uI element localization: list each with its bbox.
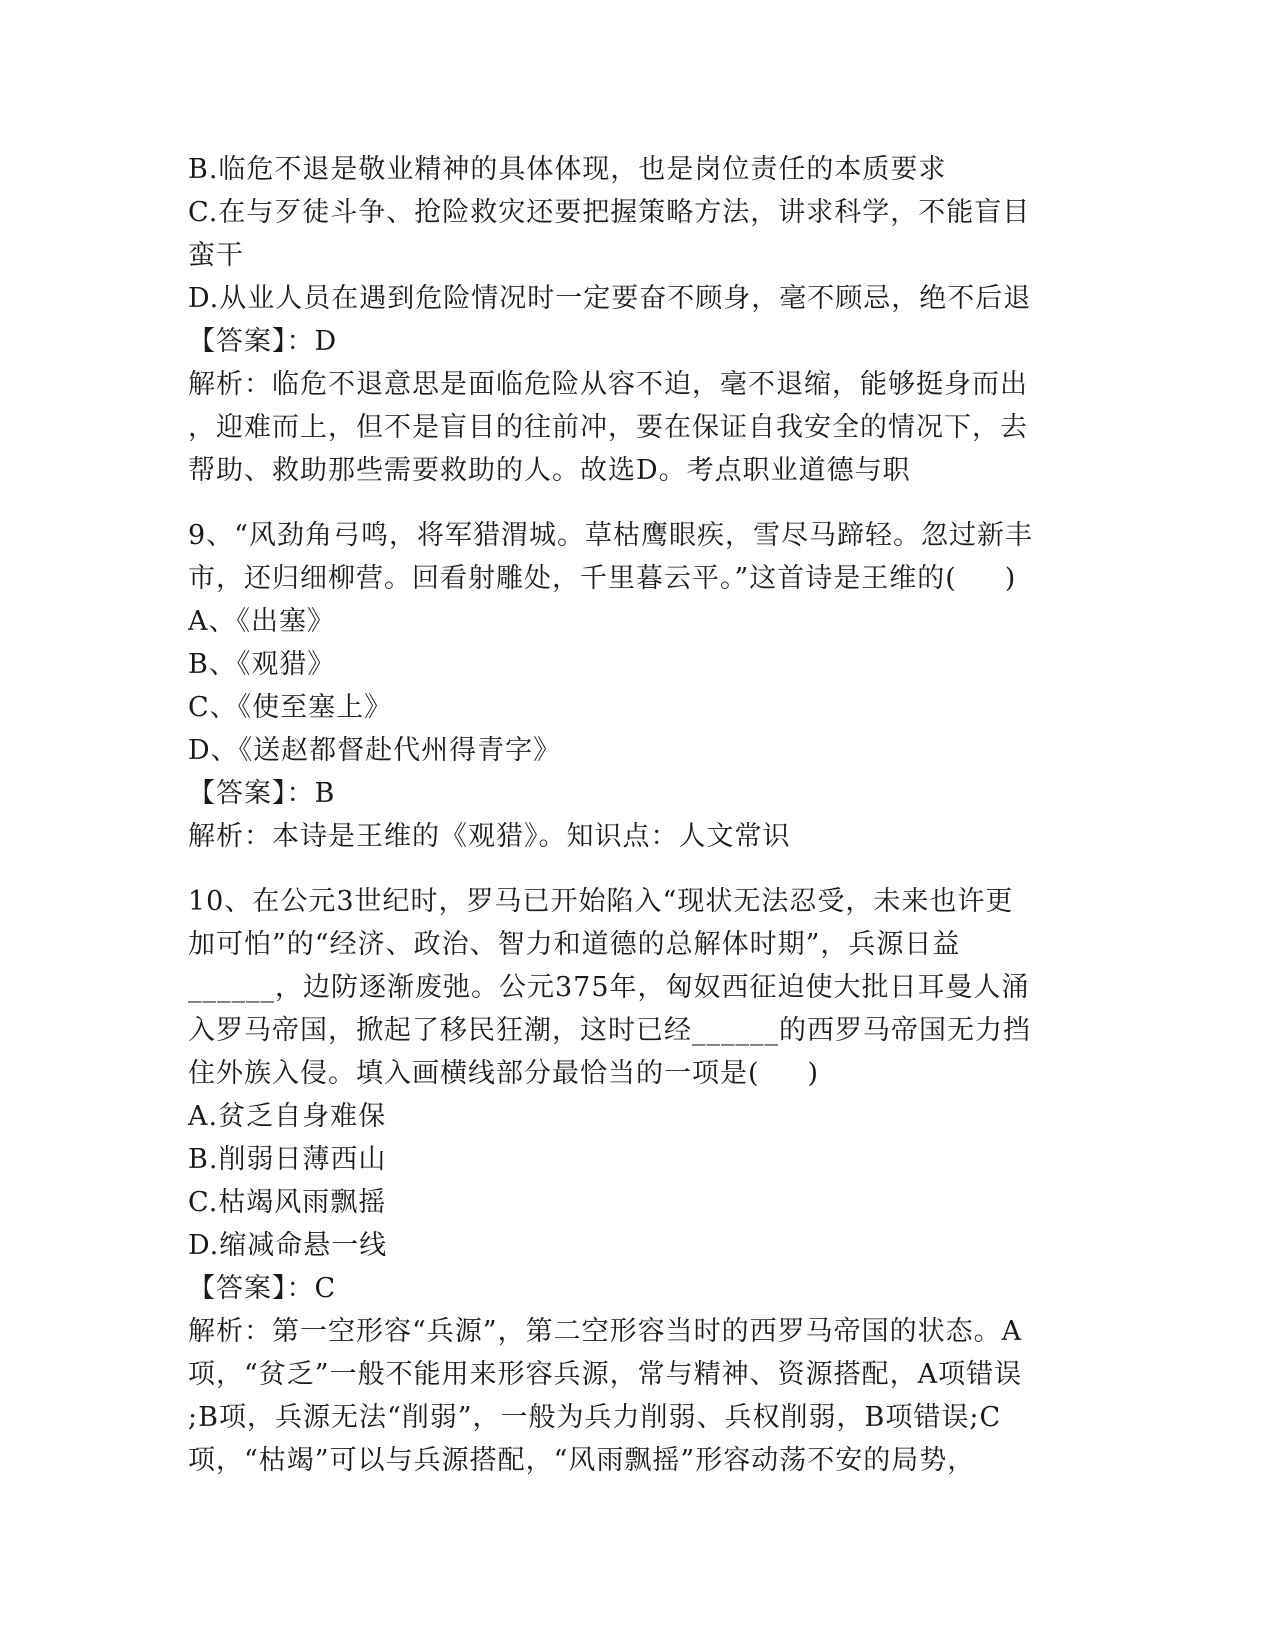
q10-stem-line: ______，边防逐渐废弛。公元375年，匈奴西征迫使大批日耳曼人涌: [188, 972, 1030, 1003]
q10-answer: 【答案】：C: [188, 1273, 337, 1304]
q10-stem-line: 住外族入侵。填入画横线部分最恰当的一项是( ): [188, 1058, 819, 1089]
q10-analysis-line: 解析：第一空形容“兵源”，第二空形容当时的西罗马帝国的状态。A: [188, 1316, 1023, 1347]
document-page: [188, 148, 1088, 1482]
q10-stem-line: 10、在公元3世纪时，罗马已开始陷入“现状无法忍受，未来也许更: [188, 886, 1014, 917]
question-9-block: [188, 514, 1088, 858]
q10-analysis-line: ;B项，兵源无法“削弱”，一般为兵力削弱、兵权削弱，B项错误;C: [188, 1402, 1002, 1433]
q9-option-d: D、《送赵都督赴代州得青字》: [188, 735, 562, 766]
q10-analysis-line: 项，“贫乏”一般不能用来形容兵源，常与精神、资源搭配，A项错误: [188, 1359, 1023, 1390]
q10-option-a: A.贫乏自身难保: [188, 1101, 387, 1132]
q10-stem-line: 入罗马帝国，掀起了移民狂潮，这时已经______的西罗马帝国无力挡: [188, 1015, 1031, 1046]
q8-answer: 【答案】：D: [188, 326, 338, 357]
q10-stem-line: 加可怕”的“经济、政治、智力和道德的总解体时期”，兵源日益: [188, 929, 961, 960]
q10-option-d: D.缩减命悬一线: [188, 1230, 388, 1261]
q9-option-c: C、《使至塞上》: [188, 692, 393, 723]
question-8-block: [188, 148, 1088, 492]
q8-analysis-line: 帮助、救助那些需要救助的人。故选D。考点职业道德与职: [188, 455, 911, 486]
q9-answer: 【答案】：B: [188, 778, 336, 809]
q9-analysis-line: 解析：本诗是王维的《观猎》。知识点：人文常识: [188, 821, 791, 852]
q9-option-a: A、《出塞》: [188, 606, 335, 637]
q10-analysis-line: 项，“枯竭”可以与兵源搭配，“风雨飘摇”形容动荡不安的局势，: [188, 1445, 976, 1476]
q9-option-b: B、《观猎》: [188, 649, 336, 680]
q9-stem-line: 市，还归细柳营。回看射雕处，千里暮云平。”这首诗是王维的( ): [188, 563, 1017, 594]
q8-option-c-cont: 蛮干: [188, 240, 244, 271]
question-10-block: [188, 880, 1088, 1482]
q10-option-b: B.削弱日薄西山: [188, 1144, 387, 1175]
q8-analysis-line: ，迎难而上，但不是盲目的往前冲，要在保证自我安全的情况下，去: [188, 412, 1028, 443]
q8-analysis-line: 解析：临危不退意思是面临危险从容不迫，毫不退缩，能够挺身而出: [188, 369, 1028, 400]
q8-option-d: D.从业人员在遇到危险情况时一定要奋不顾身，毫不顾忌，绝不后退: [188, 283, 1032, 314]
q9-stem-line: 9、“风劲角弓鸣，将军猎渭城。草枯鹰眼疾，雪尽马蹄轻。忽过新丰: [188, 520, 1033, 551]
q8-option-c: C.在与歹徒斗争、抢险救灾还要把握策略方法，讲求科学，不能盲目: [188, 197, 1031, 228]
q10-option-c: C.枯竭风雨飘摇: [188, 1187, 387, 1218]
q8-option-b: B.临危不退是敬业精神的具体体现，也是岗位责任的本质要求: [188, 154, 947, 185]
